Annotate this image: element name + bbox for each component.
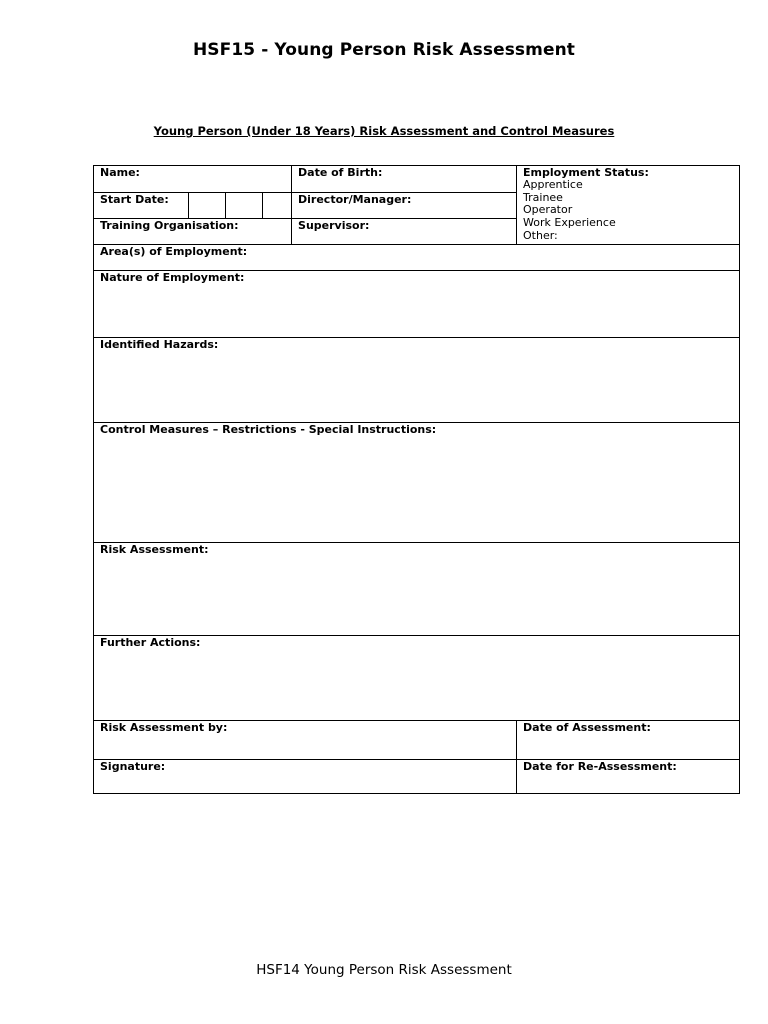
page-footer: HSF14 Young Person Risk Assessment bbox=[256, 962, 512, 978]
date-of-birth-field[interactable] bbox=[292, 166, 517, 193]
control-measures-field[interactable] bbox=[94, 423, 740, 543]
risk-assessment-label: Risk Assessment: bbox=[100, 543, 209, 556]
start-date-label-cell bbox=[94, 193, 189, 219]
employment-status-label: Employment Status: bbox=[523, 166, 649, 179]
name-label: Name: bbox=[100, 166, 140, 179]
supervisor-field[interactable] bbox=[292, 219, 517, 245]
employment-status-option[interactable]: Operator bbox=[523, 203, 573, 217]
page-title: HSF15 - Young Person Risk Assessment bbox=[192, 40, 576, 60]
risk-assessment-field[interactable] bbox=[94, 543, 740, 636]
start-date-box-day[interactable] bbox=[189, 193, 226, 219]
identified-hazards-field[interactable] bbox=[94, 338, 740, 423]
date-of-birth-label: Date of Birth: bbox=[298, 166, 383, 179]
nature-of-employment-field[interactable] bbox=[94, 271, 740, 338]
start-date-box-year[interactable] bbox=[263, 193, 292, 219]
areas-of-employment-field[interactable] bbox=[94, 245, 740, 271]
nature-of-employment-label: Nature of Employment: bbox=[100, 271, 245, 284]
risk-assessment-by-label: Risk Assessment by: bbox=[100, 721, 228, 734]
training-organisation-field[interactable] bbox=[94, 219, 292, 245]
signature-field[interactable] bbox=[94, 760, 517, 794]
employment-status-option[interactable]: Work Experience bbox=[523, 216, 616, 230]
employment-status-option[interactable]: Trainee bbox=[523, 190, 563, 204]
risk-assessment-by-field[interactable] bbox=[94, 721, 517, 760]
date-of-assessment-field[interactable] bbox=[517, 721, 740, 760]
form-subtitle: Young Person (Under 18 Years) Risk Assessment and Control Measures bbox=[153, 124, 615, 138]
employment-status-option[interactable]: Other: bbox=[523, 228, 558, 242]
date-of-assessment-label: Date of Assessment: bbox=[523, 721, 651, 734]
further-actions-field[interactable] bbox=[94, 636, 740, 721]
signature-label: Signature: bbox=[100, 760, 166, 773]
name-field[interactable] bbox=[94, 166, 292, 193]
risk-assessment-form bbox=[93, 165, 740, 794]
areas-of-employment-label: Area(s) of Employment: bbox=[100, 245, 248, 258]
start-date-box-month[interactable] bbox=[226, 193, 263, 219]
identified-hazards-label: Identified Hazards: bbox=[100, 338, 219, 351]
training-organisation-label: Training Organisation: bbox=[100, 219, 239, 232]
employment-status-option[interactable]: Apprentice bbox=[523, 178, 583, 191]
employment-status-options bbox=[517, 179, 739, 243]
date-for-reassessment-label: Date for Re-Assessment: bbox=[523, 760, 677, 773]
supervisor-label: Supervisor: bbox=[298, 219, 370, 232]
further-actions-label: Further Actions: bbox=[100, 636, 201, 649]
date-for-reassessment-field[interactable] bbox=[517, 760, 740, 794]
employment-status-field[interactable] bbox=[517, 166, 740, 245]
control-measures-label: Control Measures – Restrictions - Special Instructions: bbox=[100, 423, 437, 436]
director-manager-field[interactable] bbox=[292, 193, 517, 219]
start-date-label: Start Date: bbox=[100, 193, 169, 206]
director-manager-label: Director/Manager: bbox=[298, 193, 412, 206]
